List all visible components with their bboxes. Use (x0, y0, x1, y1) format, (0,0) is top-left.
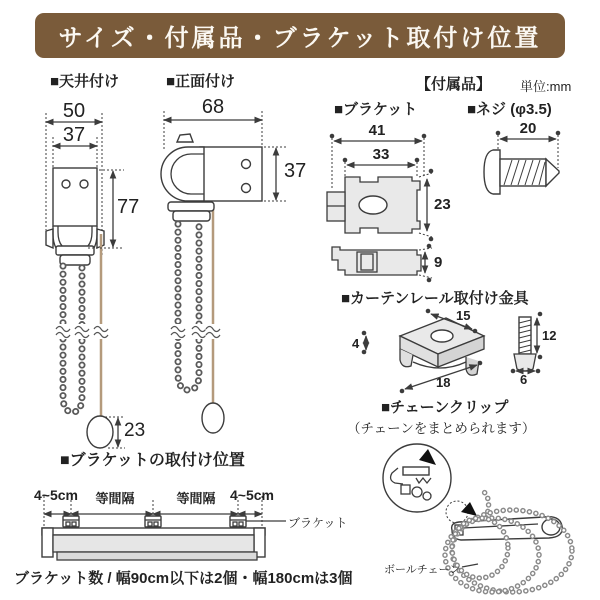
dim-rail-top: 15 (456, 308, 471, 323)
dim-front-height: 37 (284, 160, 307, 182)
accessories-label: 【付属品】 (416, 76, 492, 93)
dim-rail-bottom: 18 (436, 375, 451, 390)
front-mount-drawing (161, 111, 287, 433)
dim-screw-length: 20 (519, 120, 537, 137)
ceiling-mount-drawing (46, 113, 125, 448)
ball-chain-label: ボールチェーン (384, 564, 461, 576)
screw-drawing (484, 131, 560, 194)
spacing-right-label: 等間隔 (176, 491, 216, 506)
bracket-count-note: ブラケット数 / 幅90cm以下は2個・幅180cmは3個 (14, 570, 353, 587)
chain-clip-label: ■チェーンクリップ (381, 399, 509, 416)
bracket-callout-label: ブラケット (288, 516, 348, 530)
dim-rail-left: 4 (352, 336, 360, 351)
dim-bracket-height: 23 (434, 196, 451, 213)
dim-bracket-depth: 9 (434, 254, 443, 271)
rail-fitting-drawing (362, 309, 543, 394)
dim-ceiling-outer-width: 50 (62, 100, 86, 122)
mount-position-drawing (42, 496, 286, 560)
front-mount-label: ■正面付け (166, 73, 236, 90)
dim-rail-bolt-height: 12 (542, 328, 557, 343)
dim-rail-bolt-width: 6 (520, 372, 528, 387)
mount-position-label: ■ブラケットの取付け位置 (60, 452, 245, 469)
dim-ceiling-height: 77 (117, 196, 140, 218)
unit-label: 単位:mm (520, 79, 572, 94)
dim-bracket-inner-width: 33 (372, 146, 390, 163)
dim-ceiling-inner-width: 37 (62, 124, 86, 146)
bracket-label: ■ブラケット (334, 101, 418, 118)
dim-ceiling-pull: 23 (124, 420, 146, 441)
spacing-left-label: 等間隔 (95, 491, 135, 506)
chain-clip-note: （チェーンをまとめられます） (347, 421, 536, 436)
page-title: サイズ・付属品・ブラケット取付け位置 (35, 13, 565, 58)
edge-left-label: 4~5cm (34, 487, 78, 503)
dim-front-width: 68 (201, 96, 225, 118)
ceiling-mount-label: ■天井付け (50, 73, 120, 90)
screw-label: ■ネジ (φ3.5) (467, 101, 552, 118)
rail-fitting-label: ■カーテンレール取付け金具 (341, 290, 529, 307)
edge-right-label: 4~5cm (230, 487, 274, 503)
dim-bracket-outer-width: 41 (368, 122, 386, 139)
